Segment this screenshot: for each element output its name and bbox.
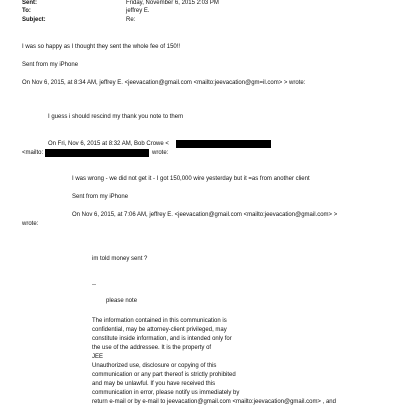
body-line-10: -- (92, 282, 96, 288)
body-line-4: I guess i should rescind my thank you note to them (48, 114, 184, 120)
body-line-5c: wrote: (152, 150, 169, 156)
subject-value: Re: (126, 17, 136, 23)
disclaimer-line: communication in error, please notify us immediately by (92, 390, 240, 396)
disclaimer-line: The information contained in this communication is (92, 318, 227, 324)
body-line-1: I was so happy as I thought they sent the whole fee of 150!! (22, 44, 181, 50)
disclaimer-line: and may be unlawful. If you have received this (92, 381, 216, 387)
body-line-11: please note (106, 298, 138, 304)
disclaimer-line: the use of the addressee. It is the property of (92, 345, 212, 351)
to-label: To: (22, 8, 31, 14)
disclaimer-line: confidential, may be attorney-client privileged, may (92, 327, 227, 333)
sent-label: Sent: (22, 0, 37, 6)
disclaimer-line: communication or any part thereof is strictly prohibited (92, 372, 236, 378)
body-line-6: I was wrong - we did not get it - I got 150,000 wire yesterday but it =as from another client (72, 176, 310, 182)
body-line-8b: wrote: (22, 221, 39, 227)
sent-value: Friday, November 6, 2015 2:03 PM (126, 0, 219, 6)
redaction-box (45, 149, 149, 157)
disclaimer-line: constitute inside information, and is intended only for (92, 336, 232, 342)
redaction-box (176, 140, 271, 148)
to-value: jeffrey E. (126, 8, 150, 14)
body-line-5a: On Fri, Nov 6, 2015 at 8:32 AM, Bob Crowe < (48, 141, 169, 147)
disclaimer-line: Unauthorized use, disclosure or copying of this (92, 363, 217, 369)
body-line-5b: <mailto: (22, 150, 44, 156)
body-line-8: On Nov 6, 2015, at 7:06 AM, jeffrey E. <jeevacation@gmail.com <mailto:jeevacation@gmail.com> > (72, 212, 338, 218)
body-line-2: Sent from my iPhone (22, 62, 79, 68)
body-line-9: im told money sent ? (92, 256, 148, 262)
disclaimer-line: return e-mail or by e-mail to jeevacation@gmail.com <mailto:jeevacation@gmail.com> , and (92, 399, 336, 405)
body-line-7: Sent from my iPhone (72, 194, 129, 200)
disclaimer-line: JEE (92, 354, 104, 360)
body-line-3: On Nov 6, 2015, at 8:34 AM, jeffrey E. <jeevacation@gmail.com <mailto:jeevacation@gm=il.com> > wrote: (22, 80, 306, 86)
subject-label: Subject: (22, 17, 46, 23)
